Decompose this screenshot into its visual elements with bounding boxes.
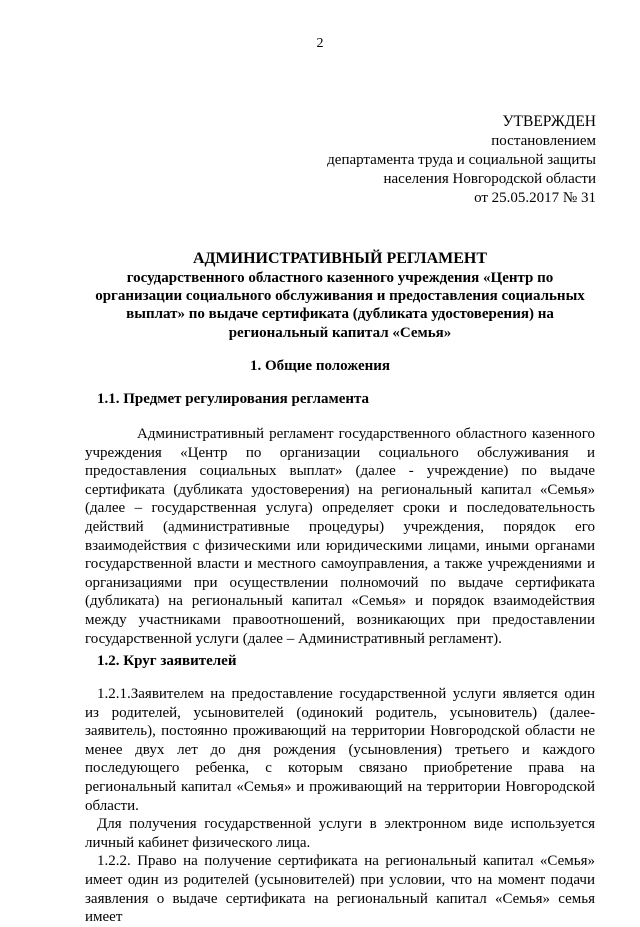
subsection-heading: 1.1. Предмет регулирования регламента [97,391,370,407]
paragraph: Административный регламент государственного областного казенного учреждения «Центр по организации социального обслуживания и предоставления социальных выплат» (далее - учреждение) по выдаче сертификата (дубликата удостоверения) на региональный капитал «Семья» (далее – государственная услуга) определяет сроки и последовательность действий (административные процедуры) учреждения, порядок его взаимодействия с физическими или юридическими лицами, иными органами государственной власти и местного самоуправления, а также учреждениями и организациями при осуществлении полномочий по выдаче сертификата (дубликата) на региональный капитал «Семья» и порядок взаимодействия между участниками правоотношений, возникающих при предоставлении государственной услуги (далее – Административный регламент). [85,426,595,647]
document-title-block [85,249,595,342]
paragraph: 1.2.1.Заявителем на предоставление государственной услуги является один из родителей, усыновителей (одинокий родитель, усыновитель) (далее-заявитель), постоянно проживающий на территории Новгородской области не менее двух лет до дня рождения (усыновления) третьего и каждого последующего ребенка, с которым связано приобретение права на региональный капитал «Семья» и проживающий на территории Новгородской области. [85,686,595,814]
paragraph: 1.2.2. Право на получение сертификата на региональный капитал «Семья» имеет один из родителей (усыновителей) при условии, что на момент подачи заявления о выдаче сертификата на региональный капитал «Семья» семья имеет [85,853,595,926]
section-heading: 1. Общие положения [249,358,391,374]
approval-line: населения Новгородской области [383,171,596,187]
document-title: АДМИНИСТРАТИВНЫЙ РЕГЛАМЕНТ [192,250,488,267]
document-subtitle: государственного областного казенного учреждения «Центр по организации социального обслуживания и предоставления социальных выплат» по выдаче сертификата (дубликата удостоверения) на региональный капитал «Семья» [95,270,585,341]
approval-heading: УТВЕРЖДЕН [502,113,596,130]
approval-line: постановлением [491,133,596,149]
paragraph: Для получения государственной услуги в электронном виде используется личный кабинет физического лица. [85,816,595,851]
approval-date-number: от 25.05.2017 № 31 [474,190,596,206]
approval-line: департамента труда и социальной защиты [327,152,596,168]
page-number: 2 [316,36,324,51]
subsection-heading: 1.2. Круг заявителей [97,653,237,669]
approval-block [327,112,596,208]
subsection-body [85,685,595,927]
